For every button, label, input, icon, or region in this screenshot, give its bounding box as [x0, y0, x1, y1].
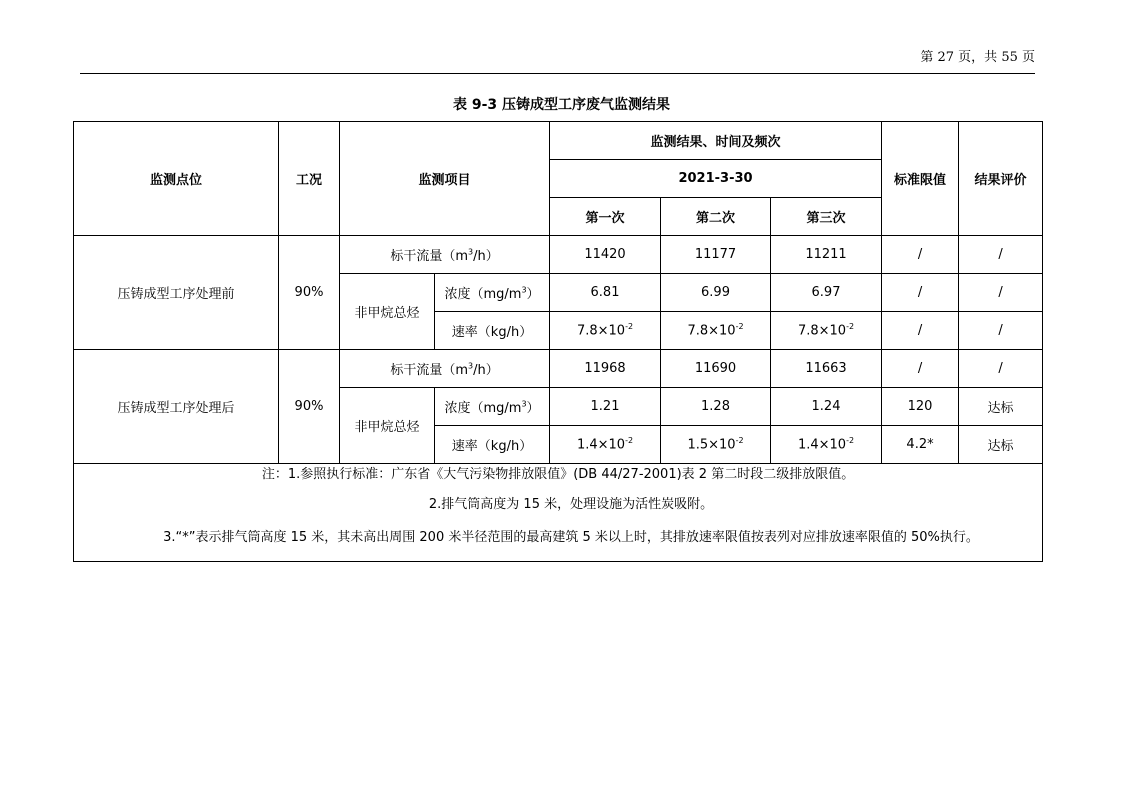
header-standard-limit: 标准限值: [882, 122, 959, 236]
monitoring-point: 压铸成型工序处理前: [74, 236, 279, 350]
monitoring-point: 压铸成型工序处理后: [74, 350, 279, 464]
limit-cell: /: [882, 236, 959, 274]
note-line: 注：1.参照执行标准：广东省《大气污染物排放限值》(DB 44/27-2001)表 2 第二时段二级排放限值。: [261, 466, 855, 482]
limit-cell: /: [882, 312, 959, 350]
value-cell: $1.4\times 10^{-2}$: [771, 426, 882, 464]
value-cell: $7.8\times 10^{-2}$: [661, 312, 771, 350]
value-cell: $7.8\times 10^{-2}$: [771, 312, 882, 350]
value-cell: 6.81: [550, 274, 661, 312]
pollutant-name: 非甲烷总烃: [340, 274, 435, 350]
value-cell: 1.21: [550, 388, 661, 426]
header-condition: 工况: [279, 122, 340, 236]
concentration-label: 浓度$(mg/m^3)$: [435, 388, 550, 426]
flow-label: 标干流量$(m^3/h)$: [340, 236, 550, 274]
concentration-label: 浓度$(mg/m^3)$: [435, 274, 550, 312]
evaluation-cell: /: [959, 236, 1043, 274]
limit-cell: 4.2*: [882, 426, 959, 464]
condition-value: 90%: [279, 350, 340, 464]
rate-label: 速率（kg/h）: [435, 426, 550, 464]
rate-label: 速率（kg/h）: [435, 312, 550, 350]
value-cell: 11968: [550, 350, 661, 388]
evaluation-cell: 达标: [959, 388, 1043, 426]
monitoring-results-table: [73, 121, 1043, 562]
value-cell: 11420: [550, 236, 661, 274]
header-first: 第一次: [550, 198, 661, 236]
limit-cell: 120: [882, 388, 959, 426]
value-cell: 6.99: [661, 274, 771, 312]
header-third: 第三次: [771, 198, 882, 236]
header-date: 2021-3-30: [550, 160, 882, 198]
value-cell: 11211: [771, 236, 882, 274]
header-second: 第二次: [661, 198, 771, 236]
table-row: [74, 236, 1043, 274]
page-number: 第 27 页，共 55 页: [920, 50, 1035, 65]
value-cell: 1.24: [771, 388, 882, 426]
value-cell: $7.8\times 10^{-2}$: [550, 312, 661, 350]
table-row: [74, 350, 1043, 388]
flow-label: 标干流量$(m^3/h)$: [340, 350, 550, 388]
evaluation-cell: /: [959, 274, 1043, 312]
value-cell: $1.4\times 10^{-2}$: [550, 426, 661, 464]
header-evaluation: 结果评价: [959, 122, 1043, 236]
value-cell: 6.97: [771, 274, 882, 312]
value-cell: $1.5\times 10^{-2}$: [661, 426, 771, 464]
limit-cell: /: [882, 350, 959, 388]
table-title: 表 9-3 压铸成型工序废气监测结果: [452, 97, 671, 113]
value-cell: 1.28: [661, 388, 771, 426]
note-line: 3.“*”表示排气筒高度 15 米，其未高出周围 200 米半径范围的最高建筑 5 米以上时，其排放速率限值按表列对应排放速率限值的 50%执行。: [163, 529, 979, 545]
pollutant-name: 非甲烷总烃: [340, 388, 435, 464]
value-cell: 11690: [661, 350, 771, 388]
condition-value: 90%: [279, 236, 340, 350]
evaluation-cell: /: [959, 312, 1043, 350]
header-monitoring-point: 监测点位: [74, 122, 279, 236]
limit-cell: /: [882, 274, 959, 312]
header-monitoring-item: 监测项目: [340, 122, 550, 236]
evaluation-cell: /: [959, 350, 1043, 388]
header-results: 监测结果、时间及频次: [550, 122, 882, 160]
value-cell: 11663: [771, 350, 882, 388]
value-cell: 11177: [661, 236, 771, 274]
evaluation-cell: 达标: [959, 426, 1043, 464]
header-divider: [80, 73, 1035, 74]
table-notes: [74, 464, 1043, 562]
note-line: 2.排气筒高度为 15 米，处理设施为活性炭吸附。: [428, 496, 714, 512]
